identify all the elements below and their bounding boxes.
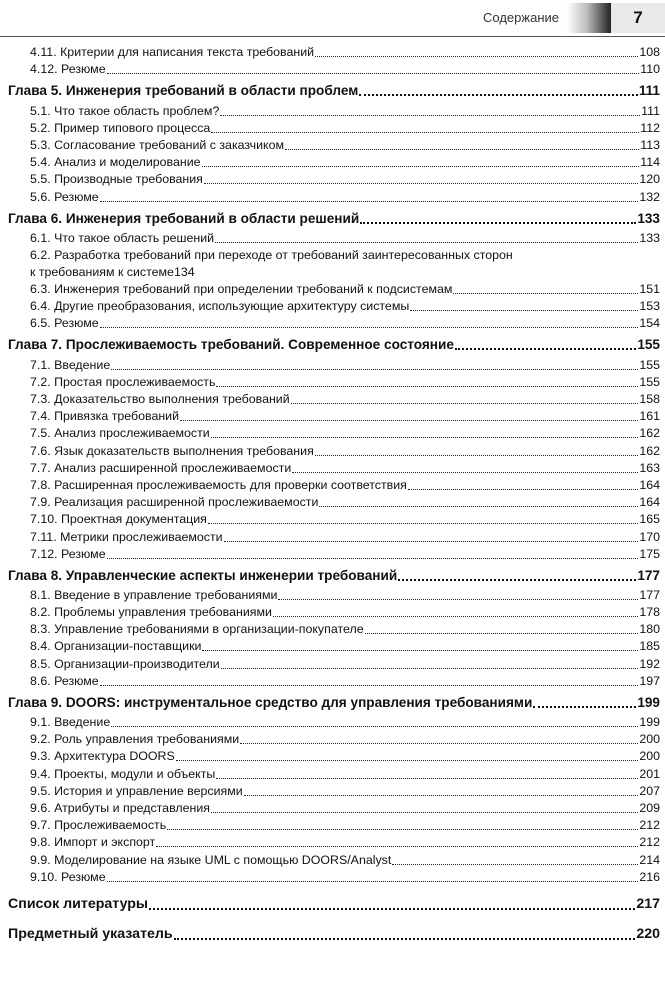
toc-section-entry[interactable] <box>0 834 665 851</box>
dot-leader <box>291 403 639 404</box>
toc-entry-title: 9.5. История и управление версиями <box>30 783 243 798</box>
toc-entry-page: 162 <box>639 426 660 441</box>
toc-section-entry[interactable] <box>0 356 665 373</box>
dot-leader <box>533 706 636 708</box>
toc-section-entry[interactable] <box>0 783 665 800</box>
toc-section-entry[interactable] <box>0 230 665 247</box>
dot-leader <box>216 386 638 387</box>
toc-entry-title: Глава 6. Инженерия требований в области решений <box>8 210 360 226</box>
toc-entry-page: 153 <box>639 299 660 314</box>
header-gradient-bar <box>567 3 611 33</box>
dot-leader <box>174 938 636 940</box>
dot-leader <box>204 183 638 184</box>
toc-entry-title: 7.12. Резюме <box>30 546 106 561</box>
toc-entry-page: 200 <box>639 732 660 747</box>
toc-entry-page: 134 <box>173 264 195 279</box>
dot-leader <box>315 56 638 57</box>
toc-entry-page: 133 <box>637 210 660 226</box>
toc-entry-page: 177 <box>639 587 660 602</box>
dot-leader <box>211 437 639 438</box>
toc-section-entry[interactable] <box>0 655 665 672</box>
toc-section-entry[interactable] <box>0 102 665 119</box>
dot-leader <box>240 743 638 744</box>
toc-section-entry[interactable] <box>0 869 665 886</box>
dot-leader <box>180 420 638 421</box>
toc-entry-title: 7.5. Анализ прослеживаемости <box>30 426 210 441</box>
toc-entry-page: 212 <box>639 835 660 850</box>
toc-entry-page: 201 <box>639 766 660 781</box>
toc-entry-page: 120 <box>639 172 660 187</box>
toc-entry-title: 7.3. Доказательство выполнения требований <box>30 392 290 406</box>
dot-leader <box>392 864 638 865</box>
dot-leader <box>107 881 639 882</box>
dot-leader <box>216 778 638 779</box>
toc-entry-title: Глава 7. Прослеживаемость требований. Современное состояние <box>8 337 454 353</box>
toc-section-entry[interactable] <box>0 154 665 171</box>
toc-entry-page: 212 <box>639 818 660 833</box>
toc-entry-title: 7.2. Простая прослеживаемость <box>30 374 216 389</box>
toc-section-entry[interactable] <box>0 171 665 188</box>
toc-section-entry[interactable] <box>0 247 665 281</box>
toc-entry-title: 8.3. Управление требованиями в организации-покупателе <box>30 622 364 637</box>
toc-section-entry[interactable] <box>0 800 665 817</box>
toc-entry-title: 5.1. Что такое область проблем? <box>30 103 220 118</box>
toc-entry-title: 7.11. Метрики прослеживаемости <box>30 529 223 544</box>
toc-entry-page: 197 <box>639 673 660 688</box>
toc-entry-page: 133 <box>639 230 660 245</box>
dot-leader <box>107 558 639 559</box>
toc-entry-page: 207 <box>639 783 660 798</box>
toc-entry-title: 5.6. Резюме <box>30 189 99 204</box>
toc-entry-title: 4.12. Резюме <box>30 62 106 77</box>
toc-entry-page: 199 <box>639 715 660 729</box>
toc-section-entry[interactable] <box>0 714 665 731</box>
toc-entry-page: 175 <box>639 546 660 561</box>
dot-leader <box>292 472 638 473</box>
toc-section-entry[interactable] <box>0 188 665 205</box>
toc-entry-title: 9.3. Архитектура DOORS <box>30 749 175 764</box>
toc-section-entry[interactable] <box>0 425 665 442</box>
dot-leader <box>100 327 639 328</box>
toc-section-entry[interactable] <box>0 460 665 477</box>
toc-section-entry[interactable] <box>0 528 665 545</box>
toc-entry-title: 5.2. Пример типового процесса <box>30 120 211 135</box>
toc-entry-title: 7.6. Язык доказательств выполнения требования <box>30 443 314 458</box>
dot-leader <box>211 132 639 133</box>
dot-leader <box>408 489 638 490</box>
toc-entry-page: 209 <box>639 800 660 815</box>
toc-entry-title: 6.3. Инженерия требований при определении требований к подсистемам <box>30 282 453 297</box>
toc-entry-page: 151 <box>639 282 660 297</box>
toc-entry-title: 7.8. Расширенная прослеживаемость для проверки соответствия <box>30 477 407 492</box>
toc-section-entry[interactable] <box>0 315 665 332</box>
dot-leader <box>285 149 639 150</box>
toc-chapter-entry[interactable] <box>0 80 665 102</box>
toc-section-entry[interactable] <box>0 587 665 604</box>
dot-leader <box>202 650 638 651</box>
toc-entry-title: 7.10. Проектная документация <box>30 512 207 527</box>
toc-entry-page: 220 <box>636 925 660 942</box>
toc-section-entry[interactable] <box>0 374 665 391</box>
toc-section-entry[interactable] <box>0 494 665 511</box>
toc-entry-page: 177 <box>637 567 660 583</box>
toc-entry-page: 200 <box>639 749 660 764</box>
toc-chapter-entry[interactable] <box>0 565 665 587</box>
toc-entry-title: 7.7. Анализ расширенной прослеживаемости <box>30 460 292 475</box>
toc-entry-title: 6.2. Разработка требований при переходе от требований заинтересованных сторон <box>30 247 513 262</box>
toc-entry-page: 192 <box>639 656 660 671</box>
toc-section-entry[interactable] <box>0 621 665 638</box>
dot-leader <box>100 685 639 686</box>
toc-entry-title: 7.9. Реализация расширенной прослеживаемости <box>30 495 319 510</box>
dot-leader <box>365 633 639 634</box>
page-header <box>0 0 665 36</box>
toc-section-entry[interactable] <box>0 298 665 315</box>
toc-section-entry[interactable] <box>0 673 665 690</box>
dot-leader <box>278 599 638 600</box>
toc-section-entry[interactable] <box>0 477 665 494</box>
toc-entry-title: 9.2. Роль управления требованиями <box>30 732 240 747</box>
toc-section-entry[interactable] <box>0 408 665 425</box>
dot-leader <box>208 523 638 524</box>
toc-entry-page: 155 <box>639 374 660 389</box>
toc-entry-page: 108 <box>639 45 660 60</box>
toc-section-entry[interactable] <box>0 61 665 78</box>
table-of-contents <box>0 44 665 946</box>
toc-section-entry[interactable] <box>0 546 665 563</box>
toc-entry-title: Список литературы <box>8 895 149 912</box>
toc-section-entry[interactable] <box>0 442 665 459</box>
toc-entry-page: 162 <box>639 443 660 458</box>
toc-entry-page: 170 <box>639 529 660 544</box>
dot-leader <box>167 829 638 830</box>
toc-entry-page: 185 <box>639 639 660 654</box>
toc-entry-title-continued: к требованиям к системе <box>30 264 174 279</box>
toc-entry-title: Глава 8. Управленческие аспекты инженерии требований <box>8 567 398 583</box>
toc-entry-title: 7.1. Введение <box>30 357 111 372</box>
toc-entry-title: 8.2. Проблемы управления требованиями <box>30 605 272 620</box>
toc-entry-title: 9.10. Резюме <box>30 869 106 884</box>
toc-section-entry[interactable] <box>0 851 665 868</box>
toc-entry-title: 5.5. Производные требования <box>30 172 203 187</box>
toc-section-entry[interactable] <box>0 817 665 834</box>
dot-leader <box>398 579 636 581</box>
toc-entry-page: 164 <box>639 495 660 510</box>
dot-leader <box>215 242 638 243</box>
toc-section-entry[interactable] <box>0 748 665 765</box>
toc-section-entry[interactable] <box>0 281 665 298</box>
toc-entry-title: 6.1. Что такое область решений <box>30 230 215 245</box>
toc-section-entry[interactable] <box>0 765 665 782</box>
dot-leader <box>273 616 638 617</box>
toc-entry-page: 111 <box>638 83 660 99</box>
dot-leader <box>156 846 638 847</box>
toc-entry-page: 164 <box>639 477 660 492</box>
dot-leader <box>202 166 640 167</box>
toc-backmatter-entry[interactable] <box>0 892 665 916</box>
toc-entry-title: 6.4. Другие преобразования, использующие архитектуру системы <box>30 299 410 314</box>
toc-backmatter-entry[interactable] <box>0 922 665 946</box>
dot-leader <box>111 726 638 727</box>
dot-leader <box>359 94 638 96</box>
toc-section-entry[interactable] <box>0 44 665 61</box>
toc-entry-title: Предметный указатель <box>8 925 173 942</box>
toc-entry-page: 110 <box>640 62 660 77</box>
dot-leader <box>244 795 639 796</box>
toc-entry-title: 8.6. Резюме <box>30 673 99 688</box>
dot-leader <box>360 222 636 224</box>
toc-entry-page: 161 <box>639 409 660 424</box>
toc-entry-page: 199 <box>637 694 660 710</box>
toc-entry-page: 165 <box>639 512 660 527</box>
dot-leader <box>455 348 636 350</box>
toc-entry-page: 163 <box>639 460 660 475</box>
toc-entry-title: Глава 5. Инженерия требований в области проблем <box>8 83 359 99</box>
toc-section-entry[interactable] <box>0 731 665 748</box>
toc-entry-page: 111 <box>641 103 660 118</box>
toc-entry-title: 9.9. Моделирование на языке UML с помощью DOORS/Analyst <box>30 852 392 867</box>
toc-entry-page: 180 <box>639 622 660 637</box>
toc-entry-page: 214 <box>639 852 660 867</box>
toc-entry-page: 155 <box>639 357 660 372</box>
dot-leader <box>410 310 638 311</box>
toc-entry-page: 217 <box>636 895 660 912</box>
dot-leader <box>107 73 640 74</box>
toc-chapter-entry[interactable] <box>0 208 665 230</box>
toc-entry-title: Глава 9. DOORS: инструментальное средство для управления требованиями <box>8 694 533 710</box>
header-rule <box>0 36 665 37</box>
dot-leader <box>315 455 639 456</box>
toc-entry-title: 9.8. Импорт и экспорт <box>30 835 156 850</box>
dot-leader <box>221 668 639 669</box>
dot-leader <box>111 369 638 370</box>
toc-entry-title: 8.4. Организации-поставщики <box>30 639 202 654</box>
toc-section-entry[interactable] <box>0 391 665 408</box>
toc-entry-title: 6.5. Резюме <box>30 316 99 331</box>
dot-leader <box>176 760 639 761</box>
toc-entry-title: 9.1. Введение <box>30 715 111 729</box>
toc-entry-page: 114 <box>640 155 660 170</box>
toc-entry-title: 4.11. Критерии для написания текста требований <box>30 45 315 60</box>
toc-entry-page: 132 <box>639 189 660 204</box>
page-number: 7 <box>611 3 665 33</box>
toc-entry-page: 158 <box>639 392 660 406</box>
dot-leader <box>224 541 639 542</box>
toc-chapter-entry[interactable] <box>0 692 665 714</box>
running-head-title: Содержание <box>483 10 559 25</box>
toc-entry-page: 154 <box>639 316 660 331</box>
toc-entry-page: 112 <box>640 120 660 135</box>
toc-entry-title: 8.5. Организации-производители <box>30 656 220 671</box>
toc-entry-page: 178 <box>639 605 660 620</box>
toc-chapter-entry[interactable] <box>0 334 665 356</box>
toc-section-entry[interactable] <box>0 120 665 137</box>
toc-entry-title: 9.4. Проекты, модули и объекты <box>30 766 216 781</box>
dot-leader <box>149 908 635 910</box>
toc-entry-page: 216 <box>639 869 660 884</box>
dot-leader <box>100 201 639 202</box>
toc-section-entry[interactable] <box>0 511 665 528</box>
dot-leader <box>453 293 638 294</box>
toc-entry-title: 5.3. Согласование требований с заказчиком <box>30 137 285 152</box>
toc-entry-title: 9.7. Прослеживаемость <box>30 818 167 833</box>
toc-entry-title: 5.4. Анализ и моделирование <box>30 155 201 170</box>
dot-leader <box>220 115 640 116</box>
toc-entry-page: 113 <box>640 137 660 152</box>
toc-entry-title: 8.1. Введение в управление требованиями <box>30 587 278 602</box>
dot-leader <box>319 506 638 507</box>
toc-entry-title: 9.6. Атрибуты и представления <box>30 800 210 815</box>
toc-entry-title: 7.4. Привязка требований <box>30 409 180 424</box>
toc-entry-page: 155 <box>637 337 660 353</box>
toc-section-entry[interactable] <box>0 638 665 655</box>
toc-section-entry[interactable] <box>0 137 665 154</box>
toc-section-entry[interactable] <box>0 604 665 621</box>
dot-leader <box>211 812 638 813</box>
